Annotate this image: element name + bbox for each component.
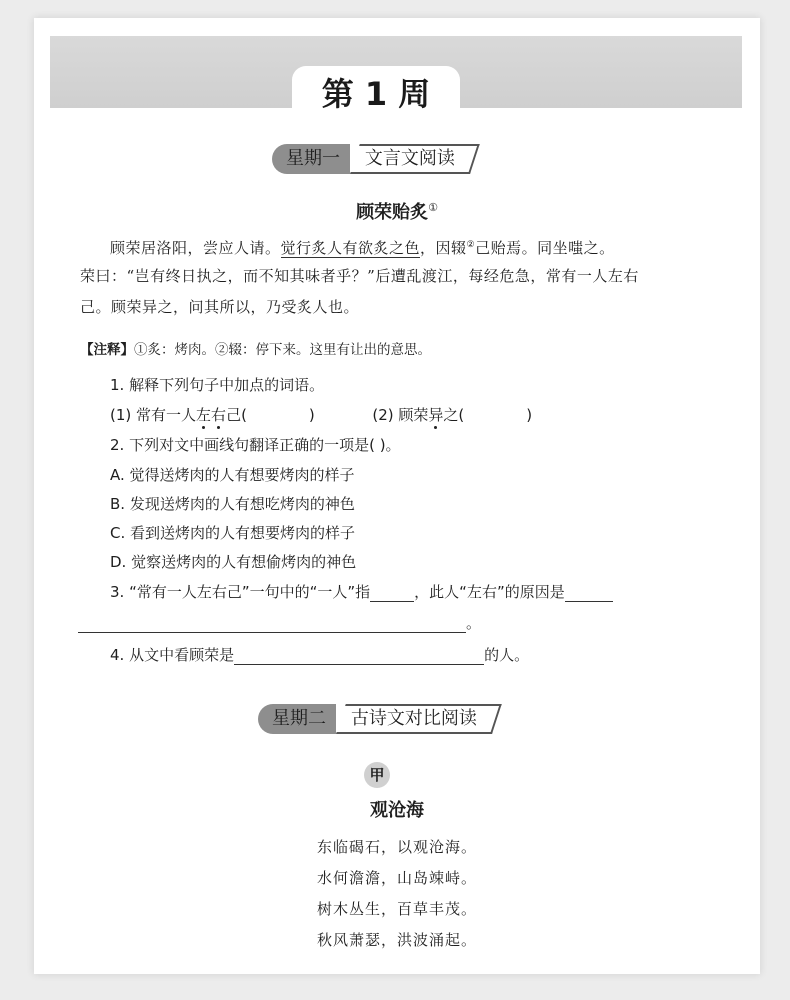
poem-line: 秋风萧瑟，洪波涌起。 bbox=[316, 931, 477, 949]
question-3: 3. “常有一人左右己”一句中的“一人”指 ，此人“左右”的原因是 bbox=[110, 581, 613, 602]
answer-blank[interactable] bbox=[78, 614, 466, 633]
option-a: A. 觉得送烤肉的人有想要烤肉的样子 bbox=[110, 466, 355, 484]
poem-line: 水何澹澹，山岛竦峙。 bbox=[316, 869, 477, 887]
answer-blank[interactable] bbox=[234, 646, 484, 665]
passage-line-1: 顾荣居洛阳，尝应人请。觉行炙人有欲炙之色，因辍②己贻焉。同坐嗤之。 bbox=[110, 239, 615, 257]
answer-blank[interactable] bbox=[370, 601, 414, 602]
question-2: 2. 下列对文中画线句翻译正确的一项是( )。 bbox=[110, 436, 401, 454]
poem-title: 观沧海 bbox=[370, 800, 424, 821]
section-tag-monday bbox=[272, 144, 470, 174]
week-title: 第 1 周 bbox=[292, 66, 460, 128]
passage-title: 顾荣贻炙① bbox=[356, 201, 438, 223]
section-topic-label: 文言文阅读 bbox=[350, 144, 480, 174]
passage-line-3: 己。顾荣异之，问其所以，乃受炙人也。 bbox=[80, 298, 360, 316]
answer-blank[interactable] bbox=[565, 601, 613, 602]
underlined-sentence: 觉行炙人有欲炙之色 bbox=[280, 239, 421, 257]
passage-line-2: 荣曰：“岂有终日执之，而不知其味者乎？”后遭乱渡江，每经危急，常有一人左右 bbox=[80, 267, 639, 285]
worksheet-page bbox=[34, 18, 760, 974]
poem-line: 东临碣石，以观沧海。 bbox=[316, 838, 477, 856]
section-topic-label: 古诗文对比阅读 bbox=[336, 704, 502, 734]
question-1-items: (1) 常有一人左右己( ) (2) 顾荣异之( ) bbox=[110, 406, 533, 424]
question-4: 4. 从文中看顾荣是 的人。 bbox=[110, 646, 530, 664]
section-tag-tuesday bbox=[258, 704, 492, 734]
poem-line: 树木丛生，百草丰茂。 bbox=[316, 900, 477, 918]
option-b: B. 发现送烤肉的人有想吃烤肉的神色 bbox=[110, 495, 355, 513]
text-marker-jia: 甲 bbox=[364, 762, 390, 788]
section-day-label: 星期一 bbox=[272, 144, 350, 174]
section-day-label: 星期二 bbox=[258, 704, 336, 734]
option-d: D. 觉察送烤肉的人有想偷烤肉的神色 bbox=[110, 553, 357, 571]
question-3-continued: 。 bbox=[78, 612, 481, 633]
annotation-note: 【注释】①炙：烤肉。②辍：停下来。这里有让出的意思。 bbox=[80, 342, 431, 358]
question-1: 1. 解释下列句子中加点的词语。 bbox=[110, 376, 325, 394]
option-c: C. 看到送烤肉的人有想要烤肉的样子 bbox=[110, 524, 356, 542]
